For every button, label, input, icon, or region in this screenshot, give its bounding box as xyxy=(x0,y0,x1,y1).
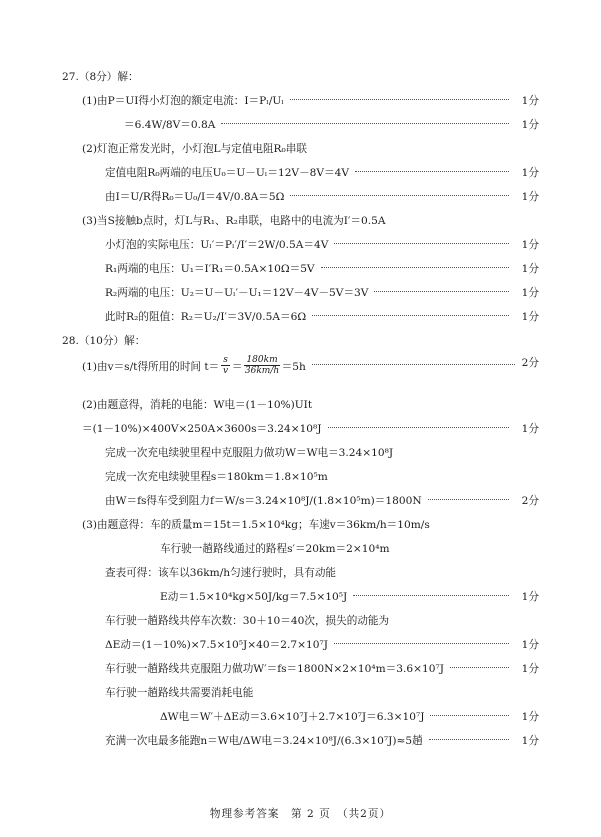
answer-line xyxy=(62,70,139,84)
answer-text: 由I＝U/R得R₀＝U₀/I＝4V/0.8A＝5Ω xyxy=(105,191,285,203)
leader-dots xyxy=(429,739,509,740)
answer-line xyxy=(105,446,393,460)
answer-line xyxy=(105,614,389,628)
answer-line xyxy=(105,310,515,324)
time-equals: ＝ xyxy=(231,360,243,373)
answer-text: (3)由题意得：车的质量m＝15t＝1.5×10⁴kg；车速v＝36km/h＝10m/s xyxy=(82,519,430,531)
answer-text: (3)当S接触b点时，灯L与R₁、R₂串联，电路中的电流为I′＝0.5A xyxy=(82,215,386,227)
answer-line xyxy=(105,238,515,252)
answer-line xyxy=(82,142,307,156)
score-label: 1分 xyxy=(521,735,539,747)
answer-line xyxy=(105,262,515,276)
answer-line xyxy=(82,94,515,108)
answer-text: 车行驶一趟路线共克服阻力做功W′＝fs＝1800N×2×10⁴m＝3.6×10⁷J xyxy=(105,663,444,675)
leader-dots xyxy=(328,427,509,428)
score-label: 1分 xyxy=(521,287,539,299)
score-label: 1分 xyxy=(521,311,539,323)
time-result: ＝5h xyxy=(281,360,306,373)
answer-line xyxy=(160,542,390,556)
answer-text: (2)由题意得，消耗的电能：W电＝(1－10%)UIt xyxy=(82,399,313,411)
answer-line xyxy=(160,710,515,724)
answer-text: ＝(1－10%)×400V×250A×3600s＝3.24×10⁸J xyxy=(82,423,322,435)
score-label: 1分 xyxy=(521,663,539,675)
answer-text: 28.（10分）解： xyxy=(62,335,146,347)
answer-text: 查表可得：该车以36km/h匀速行驶时，具有动能 xyxy=(105,567,337,579)
answer-text: 小灯泡的实际电压：Uₗ′＝Pₗ′/I′＝2W/0.5A＝4V xyxy=(105,239,329,251)
answer-line xyxy=(105,734,515,748)
leader-dots xyxy=(355,171,509,172)
answer-text: 车行驶一趟路线通过的路程s′＝20km＝2×10⁴m xyxy=(160,543,390,555)
fraction-numerator: 180km xyxy=(246,355,278,365)
page-footer: 物理参考答案 第 2 页 （共2页） xyxy=(209,808,392,820)
answer-line xyxy=(105,190,515,204)
fraction-numerator: s xyxy=(223,355,228,365)
answer-line xyxy=(105,638,515,652)
leader-dots xyxy=(374,291,509,292)
fraction-s-over-v xyxy=(221,355,230,376)
score-label: 1分 xyxy=(521,239,539,251)
answer-line xyxy=(82,214,386,228)
answer-line xyxy=(82,398,312,412)
answer-text: 定值电阻R₀两端的电压U₀＝U－Uₗ＝12V－8V＝4V xyxy=(105,167,350,179)
time-prefix: (1)由v＝s/t得所用的时间 t＝ xyxy=(82,360,220,373)
answer-text: 完成一次充电续驶里程中克服阻力做功W＝W电＝3.24×10⁸J xyxy=(105,447,394,459)
fraction-denominator: 36km/h xyxy=(244,366,280,376)
answer-line-time xyxy=(82,356,521,377)
score-label: 1分 xyxy=(521,167,539,179)
leader-dots xyxy=(334,643,509,644)
answer-line xyxy=(62,334,145,348)
answer-line xyxy=(105,166,515,180)
fraction-distance-over-speed xyxy=(244,355,279,376)
score-label: 1分 xyxy=(521,191,539,203)
answer-line xyxy=(105,686,253,700)
leader-dots xyxy=(221,123,509,124)
leader-dots xyxy=(450,667,509,668)
leader-dots xyxy=(428,499,509,500)
leader-dots xyxy=(353,595,509,596)
score-label: 1分 xyxy=(521,591,539,603)
answer-line xyxy=(105,494,515,508)
leader-dots xyxy=(290,195,509,196)
score-label: 1分 xyxy=(521,711,539,723)
answer-text: ＝6.4W/8V＝0.8A xyxy=(124,119,216,131)
leader-dots xyxy=(321,267,509,268)
answer-text: R₁两端的电压：U₁＝I′R₁＝0.5A×10Ω＝5V xyxy=(105,263,315,275)
score-label: 1分 xyxy=(521,263,539,275)
answer-text: 车行驶一趟路线共停车次数：30＋10＝40次，损失的动能为 xyxy=(105,615,390,627)
answer-text: 完成一次充电续驶里程s＝180km＝1.8×10⁵m xyxy=(105,471,328,483)
leader-dots xyxy=(312,364,515,365)
answer-line xyxy=(105,286,515,300)
answer-text: (1)由P＝UI得小灯泡的额定电流：I＝Pₗ/Uₗ xyxy=(82,95,284,107)
score-label: 1分 xyxy=(521,95,539,107)
leader-dots xyxy=(334,243,509,244)
score-label: 2分 xyxy=(521,495,539,507)
score-label: 1分 xyxy=(521,119,539,131)
answer-line xyxy=(124,118,515,132)
score-label: 1分 xyxy=(521,639,539,651)
leader-dots xyxy=(312,315,509,316)
leader-dots xyxy=(290,99,509,100)
answer-text: ΔW电＝W′＋ΔE动＝3.6×10⁷J＋2.7×10⁷J＝6.3×10⁷J xyxy=(160,711,425,723)
score-label: 2分 xyxy=(521,357,539,369)
fraction-denominator: v xyxy=(223,366,229,376)
answer-line xyxy=(105,662,515,676)
answer-text: 此时R₂的阻值：R₂＝U₂/I′＝3V/0.5A＝6Ω xyxy=(105,311,307,323)
score-label: 1分 xyxy=(521,423,539,435)
answer-text: R₂两端的电压：U₂＝U－Uₗ′－U₁＝12V－4V－5V＝3V xyxy=(105,287,369,299)
answer-text: 由W＝fs得车受到阻力f＝W/s＝3.24×10⁸J/(1.8×10⁵m)＝1800N xyxy=(105,495,422,507)
answer-line xyxy=(105,566,336,580)
leader-dots xyxy=(430,715,509,716)
answer-text: E动＝1.5×10⁴kg×50J/kg＝7.5×10⁵J xyxy=(160,591,348,603)
answer-text: 车行驶一趟路线共需要消耗电能 xyxy=(105,687,254,699)
answer-line xyxy=(105,470,328,484)
answer-text: 27.（8分）解： xyxy=(62,71,139,83)
answer-line xyxy=(82,518,430,532)
answer-text: 充满一次电最多能跑n＝W电/ΔW电＝3.24×10⁸J/(6.3×10⁷J)≈5趟 xyxy=(105,735,423,747)
answer-text: (2)灯泡正常发光时，小灯泡L与定值电阻R₀串联 xyxy=(82,143,307,155)
answer-line xyxy=(160,590,515,604)
answer-text: ΔE动＝(1－10%)×7.5×10⁵J×40＝2.7×10⁷J xyxy=(105,639,328,651)
answer-line xyxy=(82,422,515,436)
